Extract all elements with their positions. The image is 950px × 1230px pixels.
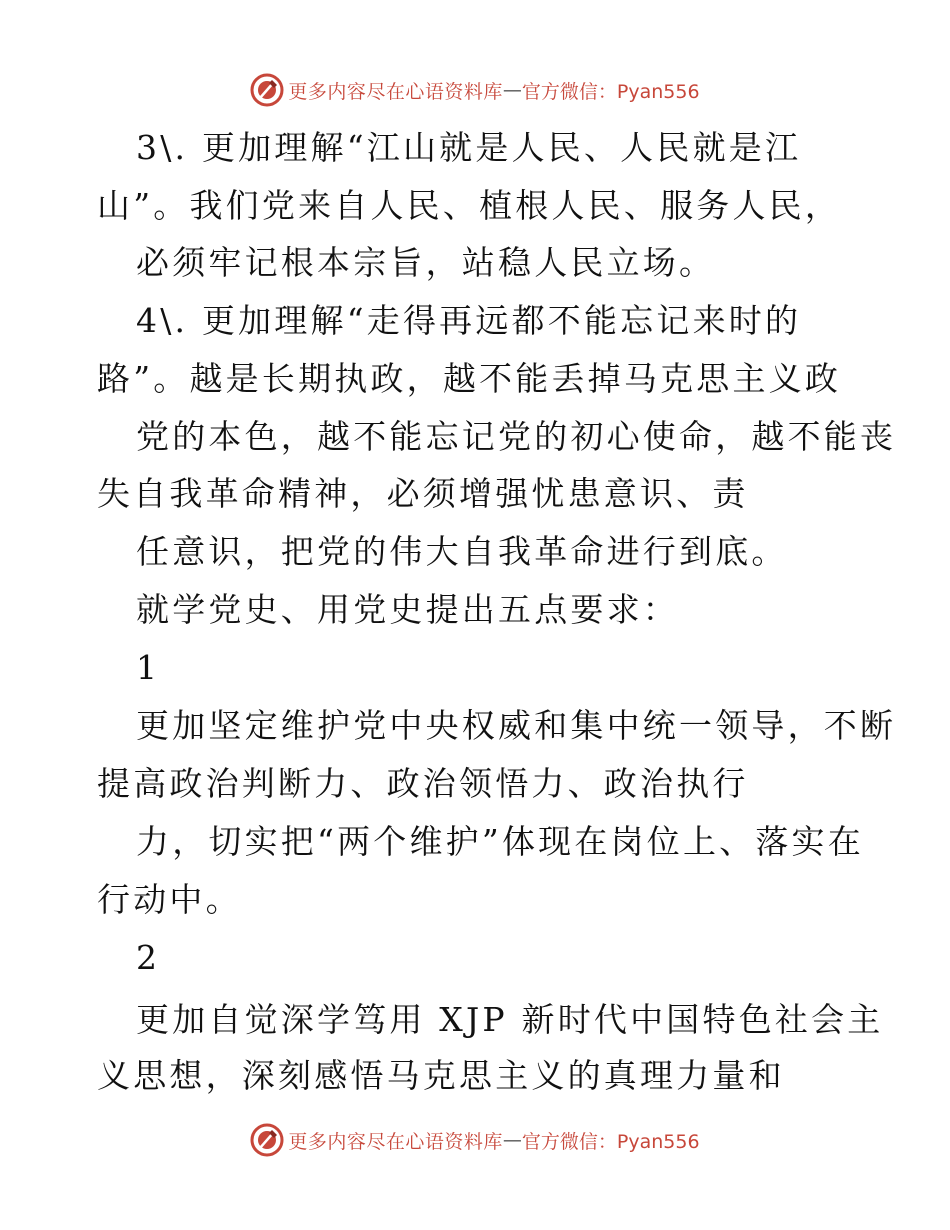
footer-dash: — [502, 1129, 522, 1151]
header-site-text: 更多内容尽在心语资料库 [288, 80, 503, 103]
body-line-5: 路”。越是长期执政，越不能丢掉马克思主义政 [97, 359, 842, 398]
body-line-14: 行动中。 [97, 880, 242, 919]
body-line-8: 任意识，把党的伟大自我革命进行到底。 [136, 532, 788, 571]
footer-site-text: 更多内容尽在心语资料库 [288, 1130, 503, 1153]
body-line-10: 1 [136, 648, 161, 687]
footer-watermark-banner [0, 1122, 950, 1158]
body-line-15: 2 [136, 938, 161, 977]
body-line-11: 更加坚定维护党中央权威和集中统一领导，不断 [136, 706, 897, 745]
body-line-16: 更加自觉深学笃用 XJP 新时代中国特色社会主 [136, 1000, 884, 1039]
body-line-2: 山”。我们党来自人民、植根人民、服务人民， [97, 186, 842, 225]
body-line-13: 力，切实把“两个维护”体现在岗位上、落实在 [136, 822, 864, 861]
footer-wechat-text: 官方微信：Pyan556 [521, 1130, 700, 1153]
body-line-12: 提高政治判断力、政治领悟力、政治执行 [97, 764, 749, 803]
pen-seal-logo-icon [250, 73, 284, 107]
header-watermark-banner [0, 72, 950, 108]
header-wechat-text: 官方微信：Pyan556 [521, 80, 700, 103]
body-line-1: 3\. 更加理解“江山就是人民、人民就是江 [136, 128, 802, 167]
body-line-17: 义思想，深刻感悟马克思主义的真理力量和 [97, 1056, 785, 1095]
pen-seal-logo-icon [250, 1123, 284, 1157]
body-line-4: 4\. 更加理解“走得再远都不能忘记来时的 [136, 301, 802, 340]
body-line-6: 党的本色，越不能忘记党的初心使命，越不能丧 [136, 417, 897, 456]
body-line-3: 必须牢记根本宗旨，站稳人民立场。 [136, 243, 716, 282]
body-line-7: 失自我革命精神，必须增强忧患意识、责 [97, 474, 749, 513]
header-dash: — [502, 79, 522, 101]
body-line-9: 就学党史、用党史提出五点要求： [136, 590, 679, 629]
